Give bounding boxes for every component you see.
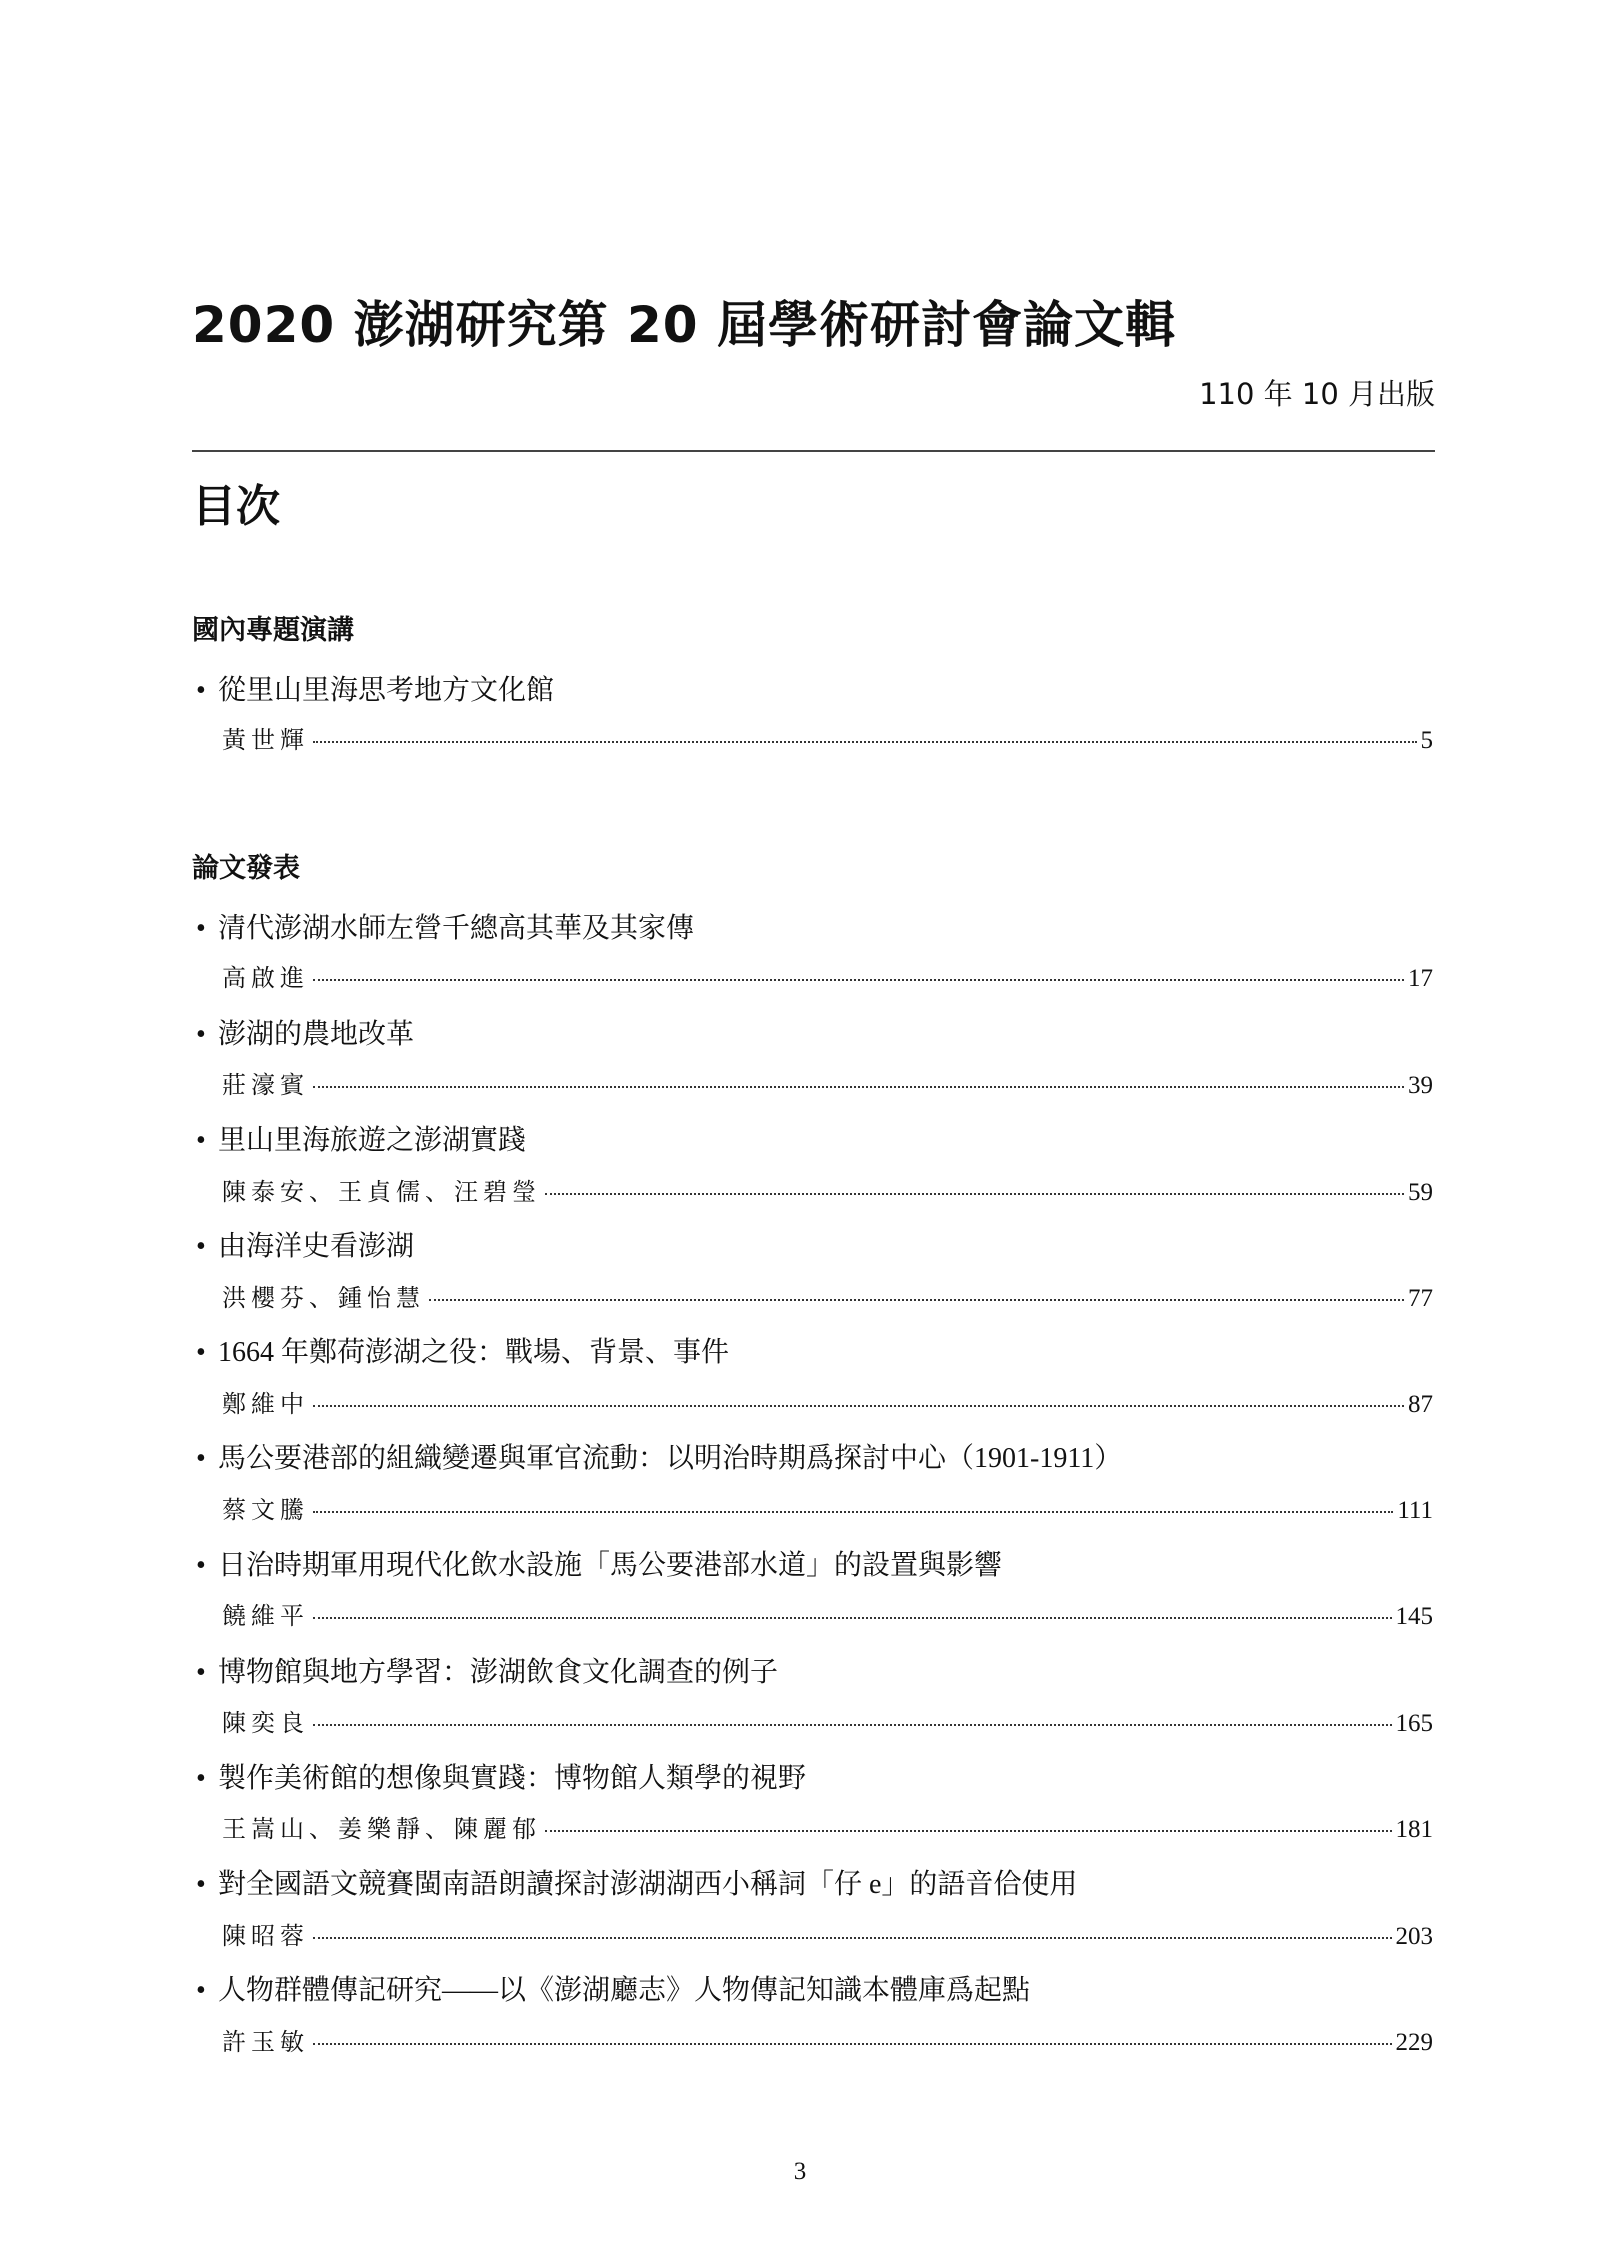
bullet-icon: •: [196, 1550, 206, 1581]
bullet-icon: •: [196, 1869, 206, 1900]
toc-entry-line: [222, 720, 1433, 755]
toc-entry-line: [222, 1916, 1433, 1951]
toc-entry-page: 87: [1408, 1391, 1433, 1418]
toc-entry-line: [222, 1596, 1433, 1631]
bullet-icon: •: [196, 913, 206, 944]
book-title: 2020 澎湖研究第 20 屆學術研討會論文輯: [192, 296, 1176, 354]
bullet-icon: •: [196, 1019, 206, 1050]
toc-entry-page: 145: [1395, 1603, 1433, 1630]
toc-entry-page: 59: [1408, 1179, 1433, 1206]
toc-entry-author: 蔡文騰: [222, 1498, 309, 1524]
bullet-icon: •: [196, 1231, 206, 1262]
bullet-icon: •: [196, 1125, 206, 1156]
bullet-icon: •: [196, 1763, 206, 1794]
dot-leader: [313, 1617, 1392, 1619]
toc-entry-page: 17: [1408, 965, 1433, 992]
section-title-keynote: 國內專題演講: [192, 615, 354, 646]
toc-entry-page: 229: [1395, 2029, 1433, 2056]
toc-entry-author: 莊濠賓: [222, 1073, 309, 1099]
toc-entry-page: 165: [1395, 1710, 1433, 1737]
dot-leader: [313, 1086, 1404, 1088]
toc-entry-title: • 澎湖的農地改革: [196, 1019, 415, 1050]
toc-heading: 目次: [192, 481, 280, 532]
header-rule: [192, 450, 1435, 452]
toc-entry-line: [222, 1384, 1433, 1419]
dot-leader: [313, 1937, 1392, 1939]
bullet-icon: •: [196, 675, 206, 706]
toc-entry-page: 203: [1395, 1923, 1433, 1950]
toc-entry-author: 饒維平: [222, 1604, 309, 1630]
dot-leader: [545, 1193, 1404, 1195]
section-title-papers: 論文發表: [192, 853, 300, 884]
toc-entry-author: 陳泰安、王貞儒、汪碧瑩: [222, 1180, 541, 1206]
publication-date: 110 年 10 月出版: [1199, 377, 1435, 411]
toc-entry-author: 鄭維中: [222, 1392, 309, 1418]
dot-leader: [429, 1299, 1404, 1301]
page-number: 3: [793, 2158, 807, 2185]
toc-entry-page: 5: [1420, 727, 1433, 754]
toc-entry-title: • 里山里海旅遊之澎湖實踐: [196, 1125, 527, 1156]
toc-entry-title: • 從里山里海思考地方文化館: [196, 675, 555, 706]
dot-leader: [313, 1724, 1392, 1726]
dot-leader: [313, 2043, 1392, 2045]
dot-leader: [313, 741, 1417, 743]
bullet-icon: •: [196, 1443, 206, 1474]
toc-entry-title: • 由海洋史看澎湖: [196, 1231, 415, 1262]
toc-entry-title: • 製作美術館的想像與實踐：博物館人類學的視野: [196, 1763, 807, 1794]
toc-entry-author: 洪櫻芬、鍾怡慧: [222, 1286, 425, 1312]
toc-entry-author: 陳昭蓉: [222, 1924, 309, 1950]
toc-entry-author: 高啟進: [222, 966, 309, 992]
toc-entry-line: [222, 2022, 1433, 2057]
toc-entry-author: 許玉敏: [222, 2030, 309, 2056]
toc-entry-author: 黃世輝: [222, 728, 309, 754]
bullet-icon: •: [196, 1975, 206, 2006]
toc-entry-line: [222, 1065, 1433, 1100]
dot-leader: [313, 1511, 1393, 1513]
toc-entry-title: • 博物館與地方學習：澎湖飲食文化調查的例子: [196, 1657, 779, 1688]
toc-entry-page: 181: [1395, 1816, 1433, 1843]
toc-entry-title: • 對全國語文競賽閩南語朗讀探討澎湖湖西小稱詞「仔 e」的語音佮使用: [196, 1869, 1078, 1900]
toc-entry-line: [222, 1703, 1433, 1738]
dot-leader: [313, 1405, 1404, 1407]
toc-entry-author: 王嵩山、姜樂靜、陳麗郁: [222, 1817, 541, 1843]
toc-entry-title: • 馬公要港部的組織變遷與軍官流動：以明治時期爲探討中心（1901-1911）: [196, 1443, 1123, 1474]
bullet-icon: •: [196, 1337, 206, 1368]
toc-entry-author: 陳奕良: [222, 1711, 309, 1737]
toc-entry-title: • 1664 年鄭荷澎湖之役：戰場、背景、事件: [196, 1337, 730, 1368]
toc-entry-title: • 清代澎湖水師左營千總高其華及其家傳: [196, 913, 695, 944]
toc-entry-page: 39: [1408, 1072, 1433, 1099]
dot-leader: [313, 979, 1404, 981]
toc-entry-line: [222, 1278, 1433, 1313]
toc-entry-line: [222, 1809, 1433, 1844]
dot-leader: [545, 1830, 1392, 1832]
bullet-icon: •: [196, 1657, 206, 1688]
toc-entry-title: • 日治時期軍用現代化飲水設施「馬公要港部水道」的設置與影響: [196, 1550, 1003, 1581]
toc-entry-title: • 人物群體傳記研究——以《澎湖廳志》人物傳記知識本體庫爲起點: [196, 1975, 1031, 2006]
toc-entry-line: [222, 1490, 1433, 1525]
toc-entry-page: 77: [1408, 1285, 1433, 1312]
toc-entry-line: [222, 1172, 1433, 1207]
toc-entry-line: [222, 958, 1433, 993]
toc-entry-page: 111: [1397, 1497, 1433, 1524]
